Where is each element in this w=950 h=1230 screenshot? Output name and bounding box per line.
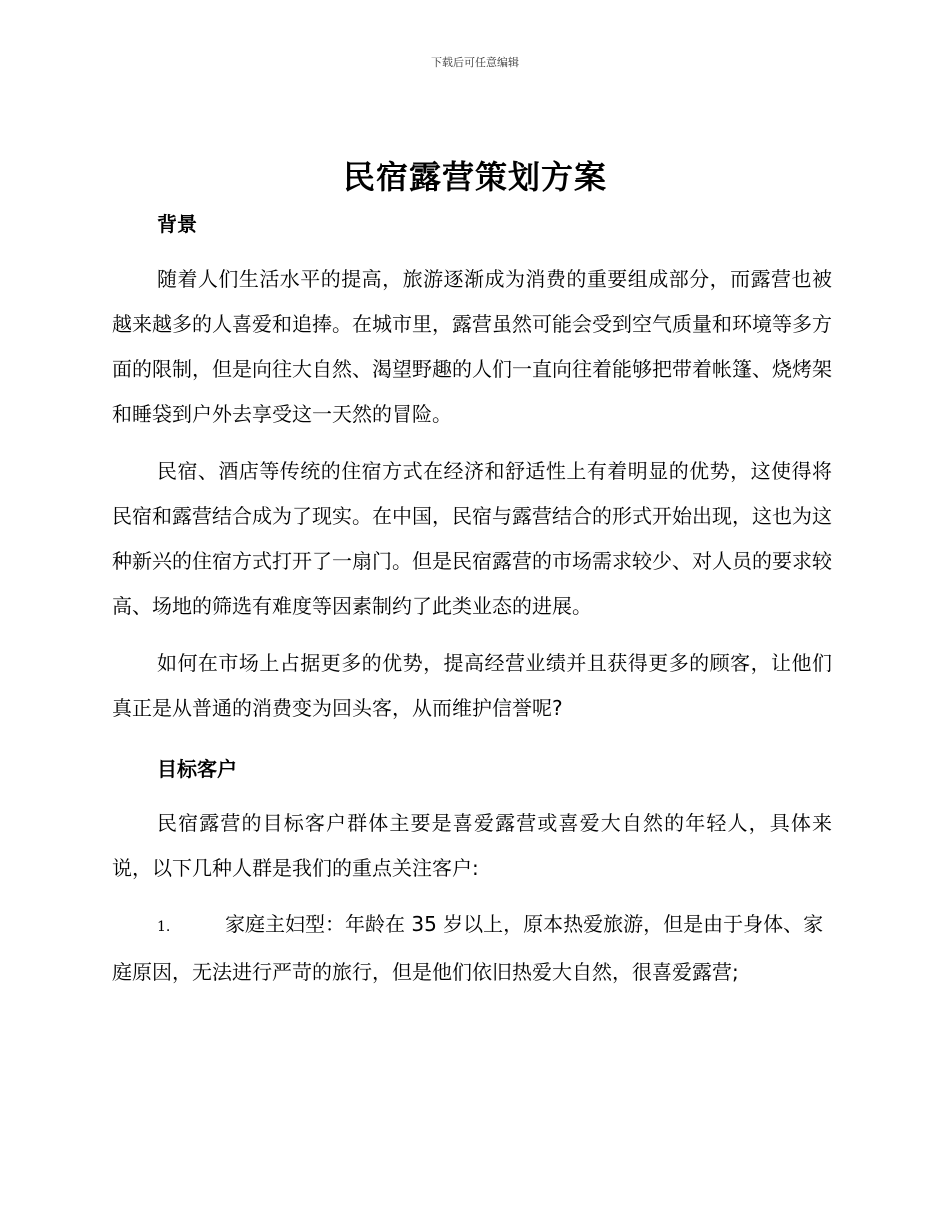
background-paragraph-1: 随着人们生活水平的提高，旅游逐渐成为消费的重要组成部分，而露营也被越来越多的人喜爱和追捧。在城市里，露营虽然可能会受到空气质量和环境等多方面的限制，但是向往大自然、渴望野趣的人们一直向往着能够把带着帐篷、烧烤架和睡袋到户外去享受这一天然的冒险。 [112,267,832,426]
document-title: 民宿露营策划方案 [342,158,607,196]
section-heading-target-customers: 目标客户 [157,757,237,781]
background-paragraph-2: 民宿、酒店等传统的住宿方式在经济和舒适性上有着明显的优势，这使得将民宿和露营结合成为了现实。在中国，民宿与露营结合的形式开始出现，这也为这种新兴的住宿方式打开了一扇门。但是民宿露营的市场需求较少、对人员的要求较高、场地的筛选有难度等因素制约了此类业态的进展。 [112,459,832,618]
background-paragraph-3: 如何在市场上占据更多的优势，提高经营业绩并且获得更多的顾客，让他们真正是从普通的消费变为回头客，从而维护信誉呢? [112,651,832,720]
list-item [112,902,832,995]
target-customers-intro: 民宿露营的目标客户群体主要是喜爱露营或喜爱大自然的年轻人，具体来说，以下几种人群是我们的重点关注客户: [112,811,832,880]
section-heading-background: 背景 [157,212,197,236]
header-note: 下载后可任意编辑 [431,56,519,69]
list-item-text: 家庭主妇型：年龄在 35 岁以上，原本热爱旅游，但是由于身体、家庭原因，无法进行严苛的旅行，但是他们依旧热爱大自然，很喜爱露营; [112,912,824,984]
list-item-number: 1. [157,919,171,935]
